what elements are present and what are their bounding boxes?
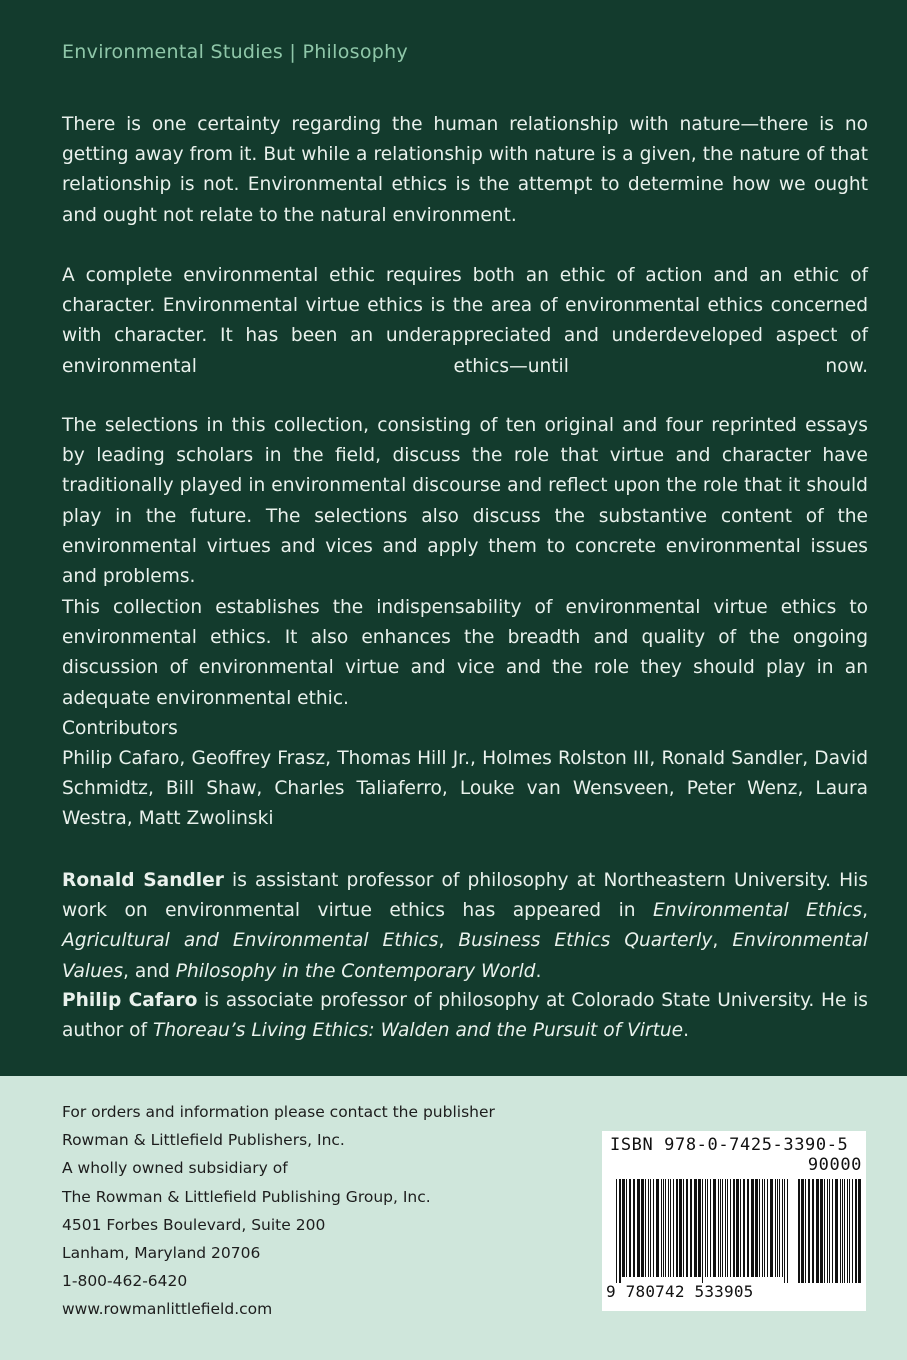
barcode-bar [619, 1179, 621, 1283]
barcode-bar [705, 1179, 706, 1277]
author-name-cafaro: Philip Cafaro [62, 990, 198, 1011]
barcode-addon-bar [808, 1179, 810, 1283]
period: . [535, 960, 542, 982]
contributors-list: Philip Cafaro, Geoffrey Frasz, Thomas Hill Jr., Holmes Rolston III, Ronald Sandler, David Schmidtz, Bill Shaw, Charles Taliaferro, Louke van Wensveen, Peter Wenz, Laura Westra, Matt Zwolinski [62, 748, 868, 830]
barcode-bar [686, 1179, 688, 1277]
publisher-line: For orders and information please contact the publisher [62, 1103, 495, 1121]
bio-sandler-text: is assistant professor of philosophy at Northeastern University. His work on environmental virtue ethics has appeared in [62, 870, 868, 922]
barcode-bar [629, 1179, 631, 1277]
barcode-bar [637, 1179, 640, 1277]
price-addon: 90000 [807, 1155, 862, 1175]
publisher-line: Lanham, Maryland 20706 [62, 1244, 261, 1263]
barcode-bar [645, 1179, 646, 1277]
barcode-bar [616, 1179, 617, 1283]
barcode-bar [762, 1179, 763, 1277]
isbn-barcode [602, 1131, 866, 1311]
barcode-bar [702, 1179, 703, 1283]
barcode-addon-bar [849, 1179, 850, 1283]
publisher-line: A wholly owned subsidiary of [62, 1159, 288, 1178]
publisher-line: 4501 Forbes Boulevard, Suite 200 [62, 1215, 326, 1234]
barcode-bar [743, 1179, 745, 1277]
barcode-bar [775, 1179, 776, 1277]
barcode-addon-bar [812, 1179, 814, 1283]
barcode-bar [650, 1179, 651, 1277]
publisher-info [62, 1098, 495, 1324]
barcode-bar [767, 1179, 768, 1277]
barcode-bar [641, 1179, 644, 1277]
publisher-website: www.rowmanlittlefield.com [62, 1300, 273, 1319]
publisher-phone: 1-800-462-6420 [62, 1272, 188, 1291]
barcode-bar [777, 1179, 778, 1277]
barcode-bar [759, 1179, 760, 1277]
separator: , [712, 930, 733, 952]
barcode-addon-bar [842, 1179, 843, 1283]
barcode-addon-bar [840, 1179, 841, 1283]
barcode-addon-bar [829, 1179, 830, 1283]
barcode-bar [727, 1179, 728, 1277]
barcode-bar [690, 1179, 692, 1277]
barcode-addon-bar [816, 1179, 819, 1283]
publisher-line: Rowman & Littlefield Publishers, Inc. [62, 1131, 345, 1150]
barcode-bar [668, 1179, 669, 1277]
barcode-addon-bar [827, 1179, 828, 1283]
barcode-bar [648, 1179, 649, 1277]
description-paragraph-3: The selections in this collection, consisting of ten original and four reprinted essays by leading scholars in the field, discuss the role that virtue and character have traditionally played in environmental discourse and reflect upon the role that it should play in the future. The selections also discuss the substantive content of the environmental virtues and vices and apply them to concrete environmental issues and problems. [62, 415, 868, 588]
barcode-bar [665, 1179, 666, 1277]
barcode-addon-bar [824, 1179, 825, 1283]
barcode-bar [656, 1179, 659, 1277]
publisher-panel [0, 1076, 907, 1360]
journal-title: Business Ethics Quarterly [458, 930, 713, 952]
barcode-bar [747, 1179, 749, 1277]
barcode-bar [751, 1179, 754, 1277]
barcode-bar [740, 1179, 741, 1277]
barcode-addon-bar [798, 1179, 800, 1283]
barcode-bar [676, 1179, 678, 1277]
bio-cafaro [62, 986, 868, 1046]
barcode-bar [779, 1179, 780, 1277]
barcode-bar [683, 1179, 684, 1277]
barcode-bar [730, 1179, 731, 1277]
separator: , [438, 930, 459, 952]
barcode-addon-bar [835, 1179, 838, 1283]
barcode-bar [698, 1179, 701, 1277]
book-title: Thoreau’s Living Ethics: Walden and the Pursuit of Virtue [153, 1020, 684, 1042]
barcode-addon-bar [820, 1179, 823, 1283]
journal-title: Environmental Values [62, 930, 869, 982]
barcode-bar [713, 1179, 716, 1277]
isbn-number: ISBN 978-0-7425-3390-5 [610, 1135, 849, 1155]
journal-title: Philosophy in the Contemporary World [175, 960, 536, 982]
separator: , [862, 900, 868, 922]
barcode-addon-bar [855, 1179, 857, 1283]
barcode-bar [782, 1179, 783, 1277]
journal-title: Environmental Ethics [653, 900, 863, 922]
barcode-bar [694, 1179, 697, 1277]
barcode-bar [633, 1179, 635, 1277]
barcode-bar [718, 1179, 719, 1277]
barcode-addon-bar [847, 1179, 848, 1283]
paragraph-2-text: A complete environmental ethic requires both an ethic of action and an ethic of character. Environmental virtue ethics is the area of environmental ethics concerned with character. It has been an underappreciated and underdeveloped aspect of environmental ethics—until now. [62, 265, 868, 377]
barcode-bar [725, 1179, 726, 1277]
barcode-bar [710, 1179, 711, 1277]
barcode-bar [787, 1179, 788, 1283]
barcode-digits: 9 780742 533905 [606, 1282, 754, 1301]
barcode-bar [679, 1179, 682, 1277]
bio-sandler [62, 866, 868, 987]
period: . [683, 1020, 690, 1042]
barcode-bar [663, 1179, 664, 1277]
journal-title: Agricultural and Environmental Ethics [62, 930, 439, 952]
barcode-bar [736, 1179, 739, 1277]
contributors-heading: Contributors [62, 718, 178, 739]
barcode-addon-bar [858, 1179, 861, 1283]
barcode-bar [622, 1179, 625, 1277]
separator: , and [123, 960, 176, 982]
barcode-bar [784, 1179, 785, 1283]
barcode-bar [770, 1179, 773, 1277]
description-paragraph-2 [62, 261, 868, 382]
barcode-addon-bar [801, 1179, 804, 1283]
barcode-bar [670, 1179, 671, 1277]
barcode-bar [733, 1179, 735, 1277]
publisher-line: The Rowman & Littlefield Publishing Group, Inc. [62, 1187, 431, 1206]
description-paragraph-1: There is one certainty regarding the human relationship with nature—there is no getting away from it. But while a relationship with nature is a given, the nature of that relationship is not. Environmental ethics is the attempt to determine how we ought and ought not relate to the natural environment. [62, 114, 868, 226]
barcode-bar [722, 1179, 723, 1277]
barcode-bar [720, 1179, 721, 1277]
barcode-bar [626, 1179, 627, 1277]
barcode-bar [764, 1179, 765, 1277]
barcode-addon-bar [805, 1179, 806, 1283]
barcode-addon-bar [832, 1179, 833, 1283]
description-paragraph-4: This collection establishes the indispensability of environmental virtue ethics to environmental ethics. It also enhances the breadth and quality of the ongoing discussion of environmental virtue and vice and the role they should play in an adequate environmental ethic. [62, 597, 868, 709]
barcode-bar [661, 1179, 662, 1277]
barcode-bar [707, 1179, 708, 1277]
bio-cafaro-text: is associate professor of philosophy at Colorado State University. He is author of [62, 990, 868, 1042]
barcode-bar [755, 1179, 758, 1277]
barcode-addon-bar [844, 1179, 845, 1283]
barcode-bar [653, 1179, 654, 1277]
category-label: Environmental Studies | Philosophy [62, 41, 408, 63]
barcode-bar [673, 1179, 674, 1277]
barcode-addon-bar [852, 1179, 853, 1283]
author-name-sandler: Ronald Sandler [62, 870, 224, 891]
